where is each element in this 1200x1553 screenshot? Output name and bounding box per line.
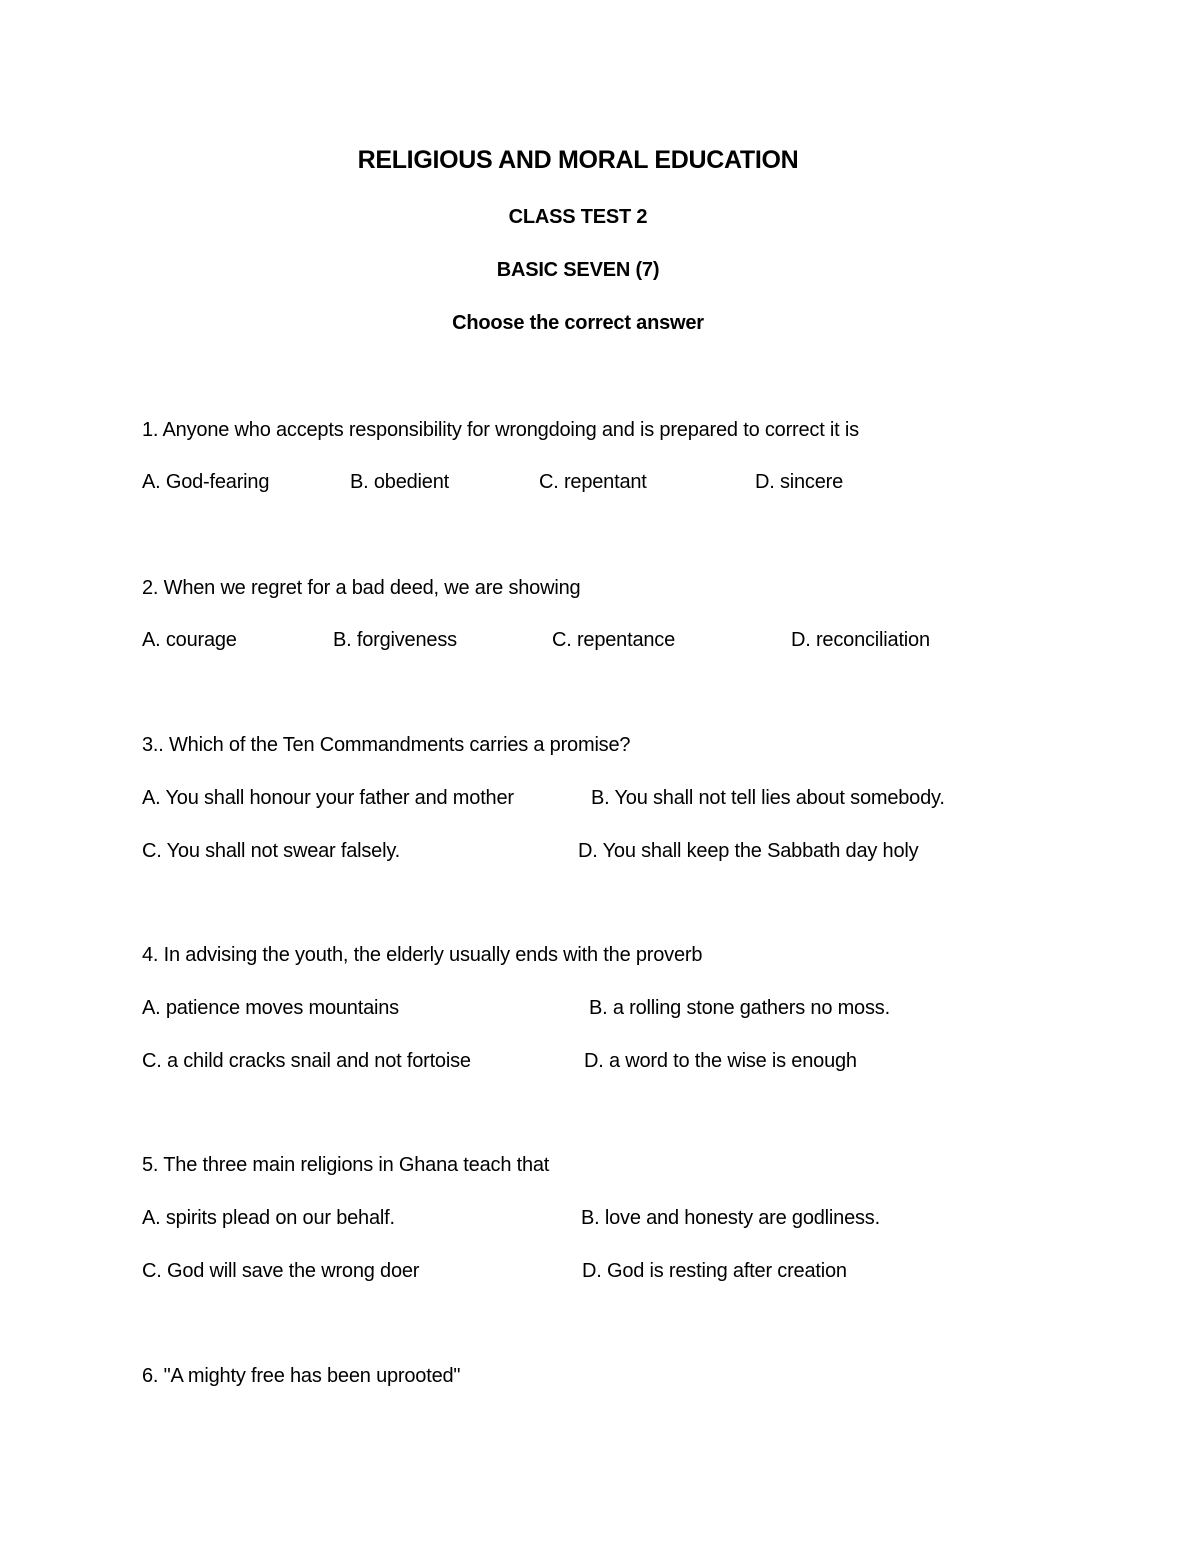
question-1-option-b: B. obedient bbox=[350, 471, 449, 493]
question-4-option-c: C. a child cracks snail and not fortoise bbox=[142, 1050, 471, 1072]
question-4-option-d: D. a word to the wise is enough bbox=[584, 1050, 857, 1072]
question-1-option-d: D. sincere bbox=[755, 471, 844, 493]
question-2-stem: 2. When we regret for a bad deed, we are showing bbox=[142, 577, 581, 599]
question-2-option-c: C. repentance bbox=[552, 629, 676, 651]
question-4-option-a: A. patience moves mountains bbox=[142, 997, 399, 1019]
question-3-stem: 3.. Which of the Ten Commandments carries a promise? bbox=[142, 734, 631, 756]
question-5-option-b: B. love and honesty are godliness. bbox=[581, 1207, 880, 1229]
question-2-option-b: B. forgiveness bbox=[333, 629, 457, 651]
class-label: BASIC SEVEN (7) bbox=[496, 259, 660, 281]
test-label: CLASS TEST 2 bbox=[508, 206, 648, 228]
question-3-option-a: A. You shall honour your father and mother bbox=[142, 787, 514, 809]
document-title: RELIGIOUS AND MORAL EDUCATION bbox=[357, 146, 799, 174]
question-3-option-b: B. You shall not tell lies about somebody. bbox=[591, 787, 945, 809]
question-5-stem: 5. The three main religions in Ghana teach that bbox=[142, 1154, 550, 1176]
question-1-option-a: A. God-fearing bbox=[142, 471, 270, 493]
question-2-option-a: A. courage bbox=[142, 629, 237, 651]
question-5-option-a: A. spirits plead on our behalf. bbox=[142, 1207, 395, 1229]
question-3-option-c: C. You shall not swear falsely. bbox=[142, 840, 401, 862]
question-4-option-b: B. a rolling stone gathers no moss. bbox=[589, 997, 890, 1019]
question-2-option-d: D. reconciliation bbox=[791, 629, 930, 651]
question-1-stem: 1. Anyone who accepts responsibility for wrongdoing and is prepared to correct it is bbox=[142, 419, 859, 441]
question-4-stem: 4. In advising the youth, the elderly usually ends with the proverb bbox=[142, 944, 703, 966]
instruction: Choose the correct answer bbox=[452, 312, 704, 334]
question-3-option-d: D. You shall keep the Sabbath day holy bbox=[578, 840, 919, 862]
question-6-stem: 6. "A mighty free has been uprooted" bbox=[142, 1365, 461, 1387]
question-5-option-d: D. God is resting after creation bbox=[582, 1260, 847, 1282]
question-1-option-c: C. repentant bbox=[539, 471, 647, 493]
question-5-option-c: C. God will save the wrong doer bbox=[142, 1260, 420, 1282]
